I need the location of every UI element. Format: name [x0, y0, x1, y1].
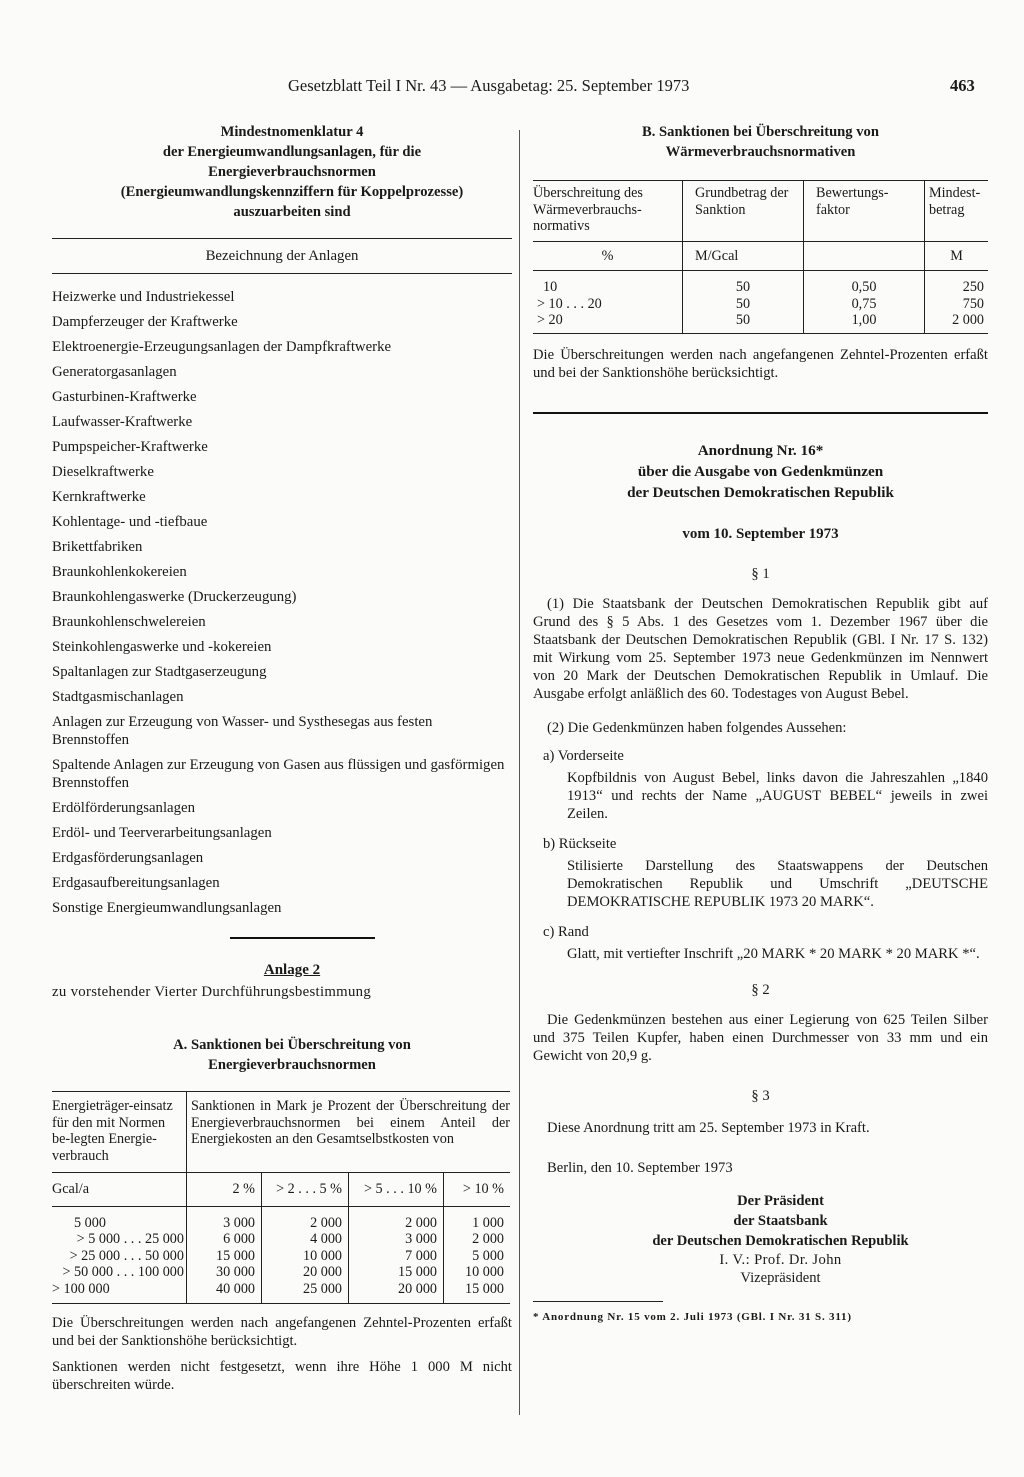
heading-line: A. Sanktionen bei Überschreitung von [173, 1037, 411, 1053]
item-a-label: a) Vorderseite [543, 747, 624, 764]
table-row [52, 1281, 510, 1304]
table-unit-cell [804, 241, 925, 271]
table-header-cell: Bewertungs-faktor [804, 181, 925, 242]
table-cell: 15 000 [444, 1281, 511, 1304]
note-paragraph: Die Überschreitungen werden nach angefangenen Zehntel-Prozenten erfaßt und bei der Sanktionshöhe berücksichtigt. [52, 1315, 512, 1349]
table-cell: 15 000 [349, 1264, 444, 1281]
heading-line: Mindestnomenklatur 4 [220, 124, 364, 140]
heading-line: über die Ausgabe von Gedenkmünzen [637, 462, 884, 480]
heading-line: der Deutschen Demokratischen Republik [627, 483, 894, 501]
list-item: Spaltende Anlagen zur Erzeugung von Gasen aus flüssigen und gasförmigen Brennstoffen [52, 757, 505, 791]
signer-name: I. V.: Prof. Dr. John [719, 1251, 842, 1268]
section-3-title: § 3 [751, 1087, 770, 1104]
table-unit-row [52, 1173, 510, 1207]
heading-line: B. Sanktionen bei Überschreitung von [642, 124, 879, 140]
page-header [0, 76, 1024, 102]
table-header-cell: Grundbetrag der Sanktion [683, 181, 804, 242]
divider [230, 937, 375, 939]
table-cell: 250 [925, 271, 989, 296]
heading-line: Wärmeverbrauchsnormativen [665, 144, 856, 160]
list-item: Stadtgasmischanlagen [52, 689, 184, 705]
table-cell: > 100 000 [52, 1280, 110, 1297]
list-item: Heizwerke und Industriekessel [52, 289, 235, 305]
section-1-title: § 1 [751, 565, 770, 582]
item-a-text: Kopfbildnis von August Bebel, links davon die Jahreszahlen „1840 1913“ und rechts der Name „AUGUST BEBEL“ jeweils in zwei Zeilen. [567, 769, 988, 822]
table-row [533, 296, 988, 313]
table-cell: 2 000 [444, 1231, 511, 1248]
signature-block [533, 1191, 988, 1251]
table-cell: 1,00 [804, 312, 925, 333]
table-cell: 0,50 [804, 271, 925, 296]
table-unit-cell: > 2 . . . 5 % [262, 1173, 349, 1207]
list-item: Braunkohlenschwelereien [52, 614, 206, 630]
table-header-cell: Überschreitung des Wärmeverbrauchs-normativs [533, 185, 643, 234]
list-item: Generatorgasanlagen [52, 364, 177, 380]
table-unit-cell: % [601, 247, 614, 264]
page-number: 463 [950, 76, 975, 95]
table-row [52, 1206, 510, 1231]
table-cell: 2 000 [262, 1206, 349, 1231]
table-cell: 10 000 [444, 1264, 511, 1281]
table-cell: 30 000 [187, 1264, 262, 1281]
table-cell: 7 000 [349, 1248, 444, 1265]
list-item: Elektroenergie-Erzeugungsanlagen der Dampfkraftwerke [52, 339, 392, 355]
list-item: Dampferzeuger der Kraftwerke [52, 314, 238, 330]
right-column [533, 122, 988, 1326]
anlage-title: Anlage 2 [263, 962, 321, 978]
heading-line: Anordnung Nr. 16* [697, 441, 824, 459]
section-b-heading [533, 122, 988, 162]
anlage-subtitle: zu vorstehender Vierter Durchführungsbestimmung [52, 984, 372, 1000]
table-cell: 3 000 [349, 1231, 444, 1248]
table-row [52, 1248, 510, 1265]
anordnung-date: vom 10. September 1973 [682, 525, 839, 542]
list-item: Spaltanlagen zur Stadtgaserzeugung [52, 664, 267, 680]
signature-line: der Staatsbank [733, 1212, 828, 1229]
item-b-label: b) Rückseite [543, 835, 617, 852]
table-header-cell: Sanktionen in Mark je Prozent der Überschreitung der Energieverbrauchsnormen bei einem Anteil der Energiekosten an den Gesamtselbstkosten von [187, 1092, 511, 1173]
note-paragraph: Sanktionen werden nicht festgesetzt, wenn ihre Höhe 1 000 M nicht überschreiten würde. [52, 1359, 512, 1393]
signer-title: Vizepräsident [740, 1269, 821, 1286]
paragraph-4: Diese Anordnung tritt am 25. September 1973 in Kraft. [547, 1119, 870, 1136]
table-cell: 50 [683, 296, 804, 313]
installation-list [52, 288, 512, 917]
paragraph-3: Die Gedenkmünzen bestehen aus einer Legierung von 625 Teilen Silber und 375 Teilen Kupfer, haben einen Durchmesser von 33 mm und ein Gewicht von 20,9 g. [533, 1011, 988, 1064]
table-cell: > 10 . . . 20 [537, 295, 602, 312]
table-cell: 10 [543, 279, 558, 295]
table-cell: 0,75 [804, 296, 925, 313]
table-cell: 50 [683, 271, 804, 296]
nomenclature-heading [52, 122, 512, 222]
heading-line: auszuarbeiten sind [233, 204, 351, 220]
item-b-text: Stilisierte Darstellung des Staatswappens der Deutschen Demokratischen Republik und Umschrift „DEUTSCHE DEMOKRATISCHE REPUBLIK 1973 20 MARK“. [567, 857, 988, 910]
note-paragraph: Die Überschreitungen werden nach angefangenen Zehntel-Prozenten erfaßt und bei der Sanktionshöhe berücksichtigt. [533, 346, 988, 381]
heading-line: (Energieumwandlungskennziffern für Koppelprozesse) [120, 184, 464, 200]
table-cell: 10 000 [262, 1248, 349, 1265]
table-cell: 5 000 [74, 1214, 106, 1231]
table-cell: > 5 000 . . . 25 000 [76, 1231, 184, 1247]
paragraph-1: (1) Die Staatsbank der Deutschen Demokratischen Republik gibt auf Grund des § 5 Abs. 1 des Gesetzes vom 1. Dezember 1967 über die Staatsbank der Deutschen Demokratischen Republik (GBl. I Nr. 17 S. 132) mit Wirkung vom 25. September 1973 neue Gedenkmünzen im Nennwert von 20 Mark der Deutschen Demokratischen Republik in Umlauf. Die Ausgabe erfolgt anläßlich des 60. Todestages von August Bebel. [533, 595, 988, 702]
table-row [533, 271, 988, 296]
signature-line: Der Präsident [737, 1192, 824, 1209]
table-header-cell: Energieträger-einsatz für den mit Normen be-legten Energie-verbrauch [52, 1098, 173, 1164]
section-2-title: § 2 [751, 981, 770, 998]
place-date: Berlin, den 10. September 1973 [547, 1159, 733, 1176]
list-item: Anlagen zur Erzeugung von Wasser- und Systhesegas aus festen Brennstoffen [52, 714, 433, 748]
table-rule [52, 273, 512, 274]
table-cell: 25 000 [262, 1281, 349, 1304]
sanctions-table-a [52, 1091, 510, 1303]
signature-line: der Deutschen Demokratischen Republik [652, 1232, 909, 1249]
list-header: Bezeichnung der Anlagen [205, 248, 359, 264]
table-cell: 5 000 [444, 1248, 511, 1265]
table-cell: > 25 000 . . . 50 000 [69, 1247, 184, 1264]
list-item: Kohlentage- und -tiefbaue [52, 514, 208, 530]
item-c-text: Glatt, mit vertiefter Inschrift „20 MARK * 20 MARK * 20 MARK *“. [567, 945, 980, 962]
list-item: Brikettfabriken [52, 539, 143, 555]
table-header-row [52, 1092, 510, 1173]
table-header-row [533, 181, 988, 242]
divider [533, 412, 988, 414]
anordnung-heading [533, 440, 988, 503]
table-cell: 40 000 [187, 1281, 262, 1304]
table-rule [52, 1303, 510, 1304]
list-item: Kernkraftwerke [52, 489, 146, 505]
table-unit-cell: M [925, 241, 989, 271]
paragraph-2: (2) Die Gedenkmünzen haben folgendes Aussehen: [547, 719, 847, 736]
table-cell: > 50 000 . . . 100 000 [62, 1264, 184, 1280]
footnote-rule [533, 1301, 663, 1302]
table-unit-cell: > 10 % [444, 1173, 511, 1207]
list-item: Braunkohlenkokereien [52, 564, 187, 580]
table-cell: 20 000 [262, 1264, 349, 1281]
table-row [52, 1264, 510, 1281]
list-item: Erdgasförderungsanlagen [52, 850, 204, 866]
sanctions-table-b [533, 180, 988, 334]
table-unit-row [533, 241, 988, 271]
table-unit-cell: > 5 . . . 10 % [349, 1173, 444, 1207]
left-column [52, 122, 512, 1394]
list-item: Sonstige Energieumwandlungsanlagen [52, 900, 282, 916]
list-item: Pumpspeicher-Kraftwerke [52, 439, 208, 455]
column-separator [519, 130, 520, 1415]
table-cell: 15 000 [187, 1248, 262, 1265]
table-cell: 3 000 [187, 1206, 262, 1231]
table-cell: 4 000 [262, 1231, 349, 1248]
list-item: Erdgasaufbereitungsanlagen [52, 875, 220, 891]
heading-line: Energieverbrauchsnormen [208, 1057, 376, 1073]
table-cell: > 20 [537, 312, 563, 328]
table-unit-cell: 2 % [187, 1173, 262, 1207]
footnote: * Anordnung Nr. 15 vom 2. Juli 1973 (GBl. I Nr. 31 S. 311) [533, 1310, 852, 1323]
heading-line: Energieverbrauchsnormen [208, 164, 376, 180]
list-item: Steinkohlengaswerke und -kokereien [52, 639, 272, 655]
table-row [533, 312, 988, 333]
table-cell: 6 000 [187, 1231, 262, 1248]
item-c-label: c) Rand [543, 923, 589, 940]
running-title: Gesetzblatt Teil I Nr. 43 — Ausgabetag: 25. September 1973 [288, 76, 690, 95]
heading-line: der Energieumwandlungsanlagen, für die [162, 144, 422, 160]
table-cell: 750 [925, 296, 989, 313]
list-item: Braunkohlengaswerke (Druckerzeugung) [52, 589, 297, 605]
table-cell: 20 000 [349, 1281, 444, 1304]
list-item: Erdöl- und Teerverarbeitungsanlagen [52, 825, 272, 841]
table-cell: 2 000 [925, 312, 989, 333]
list-item: Dieselkraftwerke [52, 464, 154, 480]
list-item: Laufwasser-Kraftwerke [52, 414, 193, 430]
section-a-heading [52, 1035, 512, 1075]
table-cell: 1 000 [444, 1206, 511, 1231]
table-header-cell: Mindest-betrag [925, 181, 989, 242]
table-unit-cell: Gcal/a [52, 1181, 90, 1197]
table-unit-cell: M/Gcal [683, 241, 804, 271]
table-cell: 50 [683, 312, 804, 333]
list-item: Erdölförderungsanlagen [52, 800, 195, 816]
table-row [52, 1231, 510, 1248]
table-cell: 2 000 [349, 1206, 444, 1231]
table-rule [52, 238, 512, 239]
list-item: Gasturbinen-Kraftwerke [52, 389, 197, 405]
